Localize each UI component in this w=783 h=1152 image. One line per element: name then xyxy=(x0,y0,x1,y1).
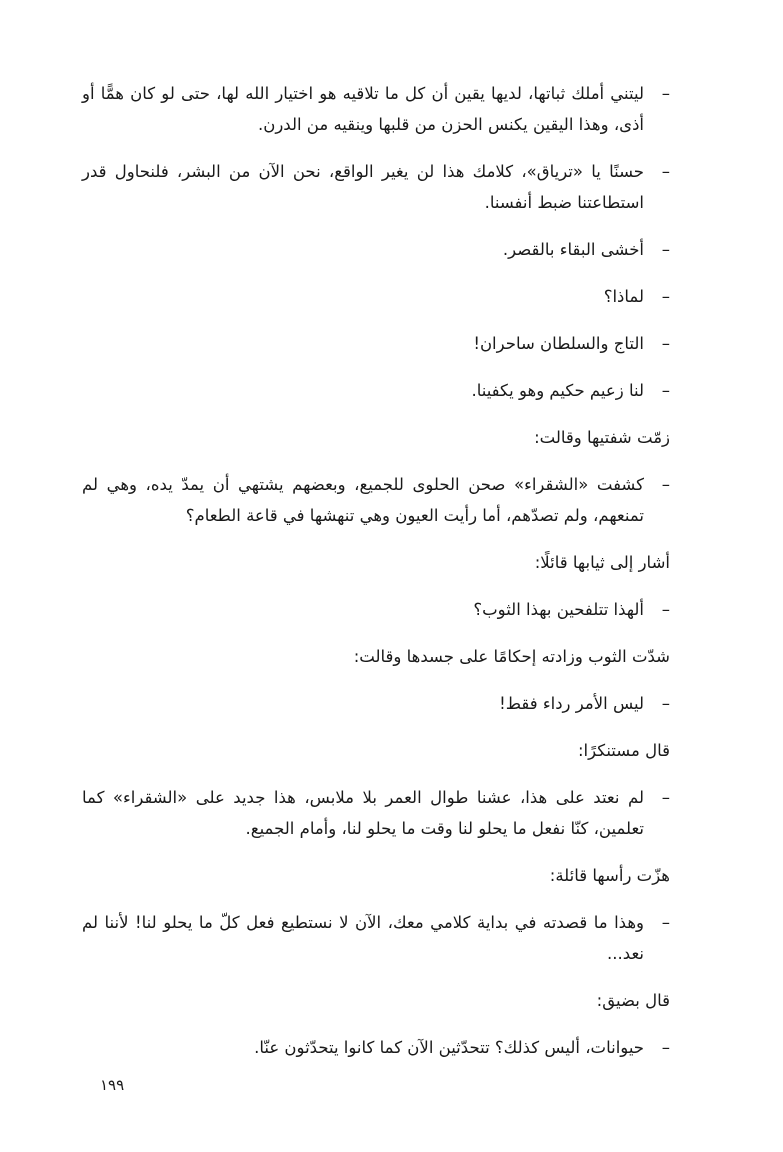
dialogue-dash: – xyxy=(661,1038,670,1057)
dialogue-paragraph xyxy=(82,281,670,312)
paragraph-text: لماذا؟ xyxy=(603,287,644,306)
dialogue-paragraph xyxy=(82,688,670,719)
paragraph-text: أشار إلى ثيابها قائلًا: xyxy=(534,553,670,572)
dialogue-paragraph xyxy=(82,469,670,531)
paragraph-text: هزّت رأسها قائلة: xyxy=(549,866,670,885)
paragraph-text: ليس الأمر رداء فقط! xyxy=(499,694,644,713)
narration-paragraph xyxy=(82,547,670,578)
paragraph-text: زمّت شفتيها وقالت: xyxy=(534,428,670,447)
dialogue-paragraph xyxy=(82,1032,670,1063)
dialogue-paragraph xyxy=(82,594,670,625)
dialogue-dash: – xyxy=(661,162,670,181)
narration-paragraph xyxy=(82,641,670,672)
dialogue-dash: – xyxy=(661,788,670,807)
paragraph-text: حسنًا يا «ترياق»، كلامك هذا لن يغير الواقع، نحن الآن من البشر، فلنحاول قدر استطاعتنا ضبط أنفسنا. xyxy=(82,162,644,212)
dialogue-dash: – xyxy=(661,240,670,259)
narration-paragraph xyxy=(82,735,670,766)
dialogue-paragraph xyxy=(82,328,670,359)
paragraph-text: كشفت «الشقراء» صحن الحلوى للجميع، وبعضهم يشتهي أن يمدّ يده، وهي لم تمنعهم، ولم تصدّهم، أما رأيت العيون وهي تنهشها في قاعة الطعام؟ xyxy=(82,475,644,525)
paragraph-text: لم نعتد على هذا، عشنا طوال العمر بلا ملابس، هذا جديد على «الشقراء» كما تعلمين، كنّا نفعل ما يحلو لنا وقت ما يحلو لنا، وأمام الجميع. xyxy=(82,788,644,838)
dialogue-dash: – xyxy=(661,381,670,400)
dialogue-paragraph xyxy=(82,782,670,844)
dialogue-paragraph xyxy=(82,907,670,969)
dialogue-paragraph xyxy=(82,234,670,265)
book-page xyxy=(82,78,670,1079)
dialogue-dash: – xyxy=(661,913,670,932)
dialogue-dash: – xyxy=(661,694,670,713)
paragraph-text: لنا زعيم حكيم وهو يكفينا. xyxy=(471,381,644,400)
paragraph-text: قال مستنكرًا: xyxy=(577,741,670,760)
paragraph-text: قال بضيق: xyxy=(596,991,670,1010)
paragraph-text: ليتني أملك ثباتها، لديها يقين أن كل ما تلاقيه هو اختيار الله لها، حتى لو كان همًّا أو أذى، وهذا اليقين يكنس الحزن من قلبها وينقيه من الدرن. xyxy=(82,84,644,134)
paragraph-text: ألهذا تتلفحين بهذا الثوب؟ xyxy=(473,600,644,619)
dialogue-dash: – xyxy=(661,287,670,306)
dialogue-dash: – xyxy=(661,84,670,103)
paragraph-text: شدّت الثوب وزادته إحكامًا على جسدها وقالت: xyxy=(353,647,670,666)
dialogue-paragraph xyxy=(82,375,670,406)
dialogue-paragraph xyxy=(82,156,670,218)
narration-paragraph xyxy=(82,422,670,453)
narration-paragraph xyxy=(82,860,670,891)
paragraph-text: أخشى البقاء بالقصر. xyxy=(502,240,644,259)
paragraph-text: التاج والسلطان ساحران! xyxy=(473,334,644,353)
dialogue-dash: – xyxy=(661,475,670,494)
dialogue-paragraph xyxy=(82,78,670,140)
paragraph-text: وهذا ما قصدته في بداية كلامي معك، الآن لا نستطيع فعل كلّ ما يحلو لنا! لأننا لم نعد... xyxy=(82,913,644,963)
page-number: ١٩٩ xyxy=(100,1076,125,1094)
dialogue-dash: – xyxy=(661,334,670,353)
paragraph-text: حيوانات، أليس كذلك؟ تتحدّثين الآن كما كانوا يتحدّثون عنّا. xyxy=(254,1038,644,1057)
narration-paragraph xyxy=(82,985,670,1016)
dialogue-dash: – xyxy=(661,600,670,619)
